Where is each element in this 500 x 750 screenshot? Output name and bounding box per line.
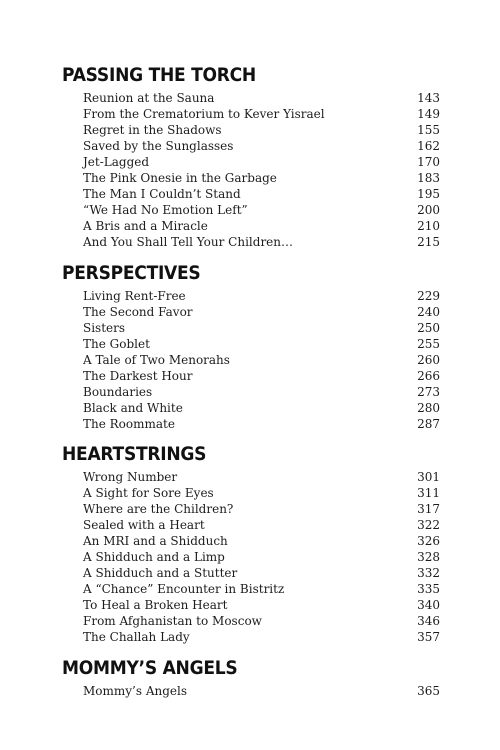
entry-page-number: 328 (417, 550, 440, 564)
entry-page-number: 162 (417, 139, 440, 153)
toc-entry[interactable] (62, 234, 440, 250)
toc-entry[interactable] (62, 352, 440, 368)
entry-page-number: 229 (417, 289, 440, 303)
entry-title: Mommy’s Angels (83, 684, 188, 698)
toc-entry[interactable] (62, 416, 440, 432)
entry-title: The Man I Couldn’t Stand (83, 187, 241, 201)
entry-page-number: 215 (417, 235, 440, 249)
toc-entry[interactable] (62, 581, 440, 597)
entry-page-number: 357 (417, 630, 440, 644)
toc-entry[interactable] (62, 501, 440, 517)
toc-entry[interactable] (62, 122, 440, 138)
entry-title: Regret in the Shadows (83, 123, 222, 137)
entry-page-number: 287 (417, 417, 440, 431)
entry-list (62, 683, 440, 699)
entry-page-number: 317 (417, 502, 440, 516)
entry-page-number: 143 (417, 91, 440, 105)
toc-entry[interactable] (62, 186, 440, 202)
entry-page-number: 183 (417, 171, 440, 185)
entry-title: Where are the Children? (83, 502, 234, 516)
entry-title: Boundaries (83, 385, 153, 399)
toc-entry[interactable] (62, 368, 440, 384)
entry-title: The Roommate (83, 417, 175, 431)
entry-title: Living Rent-Free (83, 289, 186, 303)
entry-page-number: 326 (417, 534, 440, 548)
toc-entry[interactable] (62, 154, 440, 170)
entry-page-number: 240 (417, 305, 440, 319)
section-passing-the-torch (62, 62, 440, 250)
toc-entry[interactable] (62, 549, 440, 565)
toc-entry[interactable] (62, 320, 440, 336)
entry-page-number: 155 (417, 123, 440, 137)
toc-entry[interactable] (62, 683, 440, 699)
entry-title: A Bris and a Miracle (83, 219, 208, 233)
entry-title: Sisters (83, 321, 126, 335)
entry-title: Sealed with a Heart (83, 518, 205, 532)
entry-page-number: 301 (417, 470, 440, 484)
toc-entry[interactable] (62, 106, 440, 122)
toc-entry[interactable] (62, 469, 440, 485)
entry-title: From the Crematorium to Kever Yisrael (83, 107, 325, 121)
entry-title: Reunion at the Sauna (83, 91, 215, 105)
entry-title: Wrong Number (83, 470, 178, 484)
toc-entry[interactable] (62, 170, 440, 186)
entry-page-number: 335 (417, 582, 440, 596)
entry-page-number: 332 (417, 566, 440, 580)
toc-entry[interactable] (62, 613, 440, 629)
entry-page-number: 273 (417, 385, 440, 399)
entry-page-number: 340 (417, 598, 440, 612)
entry-list (62, 469, 440, 645)
entry-title: Saved by the Sunglasses (83, 139, 234, 153)
toc-entry[interactable] (62, 218, 440, 234)
toc-entry[interactable] (62, 597, 440, 613)
section-perspectives (62, 260, 440, 432)
entry-page-number: 210 (417, 219, 440, 233)
entry-title: A Shidduch and a Limp (83, 550, 225, 564)
entry-title: The Second Favor (83, 305, 193, 319)
entry-title: From Afghanistan to Moscow (83, 614, 262, 628)
toc-entry[interactable] (62, 400, 440, 416)
section-title: HEARTSTRINGS (62, 443, 207, 465)
entry-list (62, 288, 440, 432)
entry-title: A Tale of Two Menorahs (83, 353, 230, 367)
toc-entry[interactable] (62, 202, 440, 218)
entry-page-number: 346 (417, 614, 440, 628)
entry-title: Black and White (83, 401, 183, 415)
entry-page-number: 365 (417, 684, 440, 698)
entry-page-number: 200 (417, 203, 440, 217)
toc-entry[interactable] (62, 304, 440, 320)
section-title: PERSPECTIVES (62, 262, 201, 284)
toc-entry[interactable] (62, 138, 440, 154)
entry-page-number: 322 (417, 518, 440, 532)
entry-page-number: 170 (417, 155, 440, 169)
entry-page-number: 311 (417, 486, 440, 500)
toc-entry[interactable] (62, 485, 440, 501)
entry-title: A Shidduch and a Stutter (83, 566, 238, 580)
toc-entry[interactable] (62, 517, 440, 533)
entry-list (62, 90, 440, 250)
entry-title: The Pink Onesie in the Garbage (83, 171, 277, 185)
entry-page-number: 195 (417, 187, 440, 201)
section-title: MOMMY’S ANGELS (62, 657, 238, 679)
toc-entry[interactable] (62, 565, 440, 581)
entry-page-number: 260 (417, 353, 440, 367)
entry-title: “We Had No Emotion Left” (83, 203, 248, 217)
entry-title: The Challah Lady (83, 630, 190, 644)
entry-page-number: 280 (417, 401, 440, 415)
entry-title: A Sight for Sore Eyes (83, 486, 214, 500)
entry-page-number: 250 (417, 321, 440, 335)
toc-entry[interactable] (62, 288, 440, 304)
toc-entry[interactable] (62, 336, 440, 352)
entry-title: And You Shall Tell Your Children… (83, 235, 294, 249)
section-heartstrings (62, 441, 440, 645)
entry-title: The Darkest Hour (83, 369, 193, 383)
entry-page-number: 149 (417, 107, 440, 121)
entry-title: An MRI and a Shidduch (83, 534, 228, 548)
toc-entry[interactable] (62, 629, 440, 645)
entry-title: A “Chance” Encounter in Bistritz (83, 582, 285, 596)
entry-title: The Goblet (83, 337, 150, 351)
toc-entry[interactable] (62, 533, 440, 549)
entry-page-number: 266 (417, 369, 440, 383)
entry-title: To Heal a Broken Heart (83, 598, 228, 612)
entry-page-number: 255 (417, 337, 440, 351)
entry-title: Jet-Lagged (83, 155, 150, 169)
toc-entry[interactable] (62, 90, 440, 106)
toc-entry[interactable] (62, 384, 440, 400)
section-mommys-angels (62, 655, 440, 699)
section-title: PASSING THE TORCH (62, 64, 256, 86)
